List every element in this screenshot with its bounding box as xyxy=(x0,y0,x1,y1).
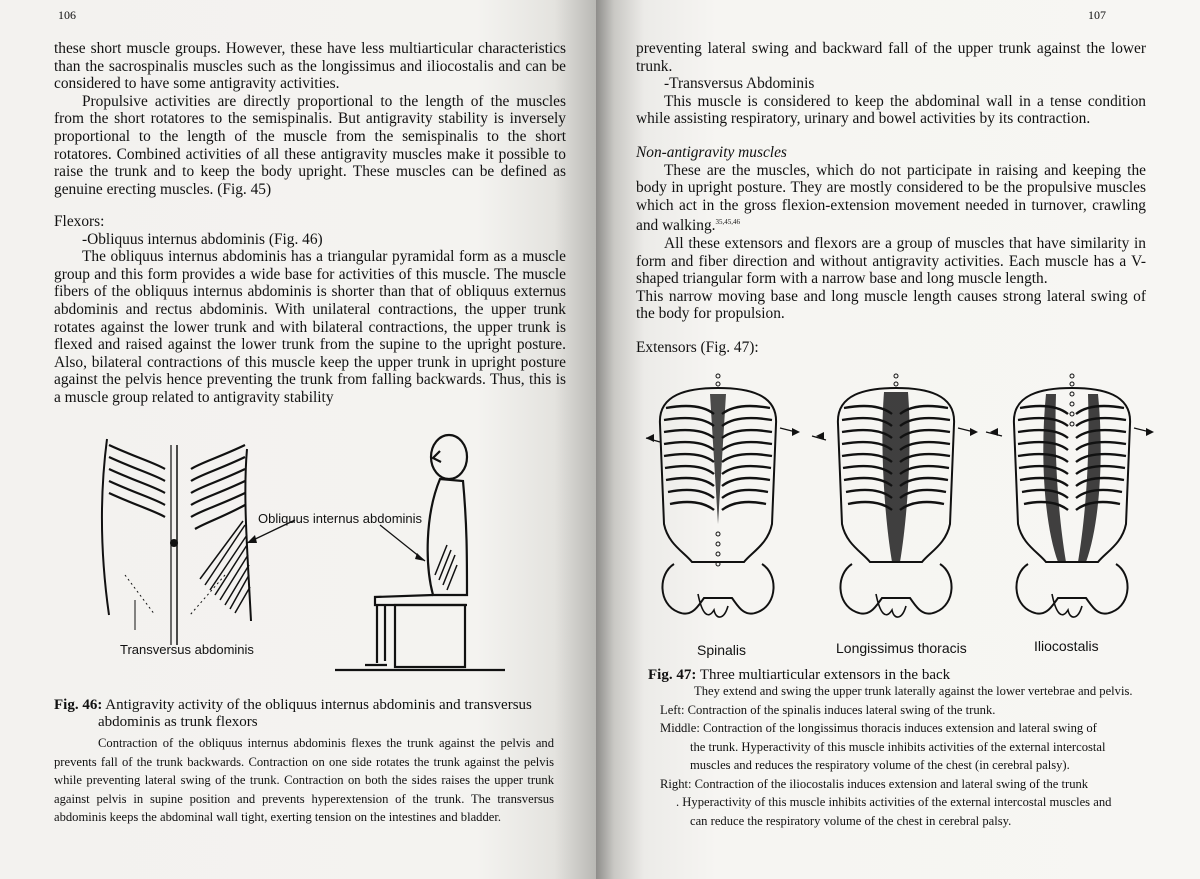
transversus-heading: -Transversus Abdominis xyxy=(664,75,815,93)
figure-46-number: Fig. 46: xyxy=(54,697,103,713)
left-paragraph-1: these short muscle groups. However, these have less multiarticular characteristics than the sacrospinalis muscles such as the longissimus and iliocostalis and can be considered to have some antigravity activities. xyxy=(54,40,566,93)
figure-46-title-2: abdominis as trunk flexors xyxy=(98,714,258,730)
iliocostalis-diagram xyxy=(1014,374,1130,617)
page-number-left: 106 xyxy=(58,8,76,22)
figure-46-illustration xyxy=(95,425,555,675)
obliquus-heading: -Obliquus internus abdominis (Fig. 46) xyxy=(82,230,323,248)
extensors-heading: Extensors (Fig. 47): xyxy=(636,339,759,357)
spinalis-diagram xyxy=(660,374,776,617)
left-paragraph-3: The obliquus internus abdominis has a triangular pyramidal form as a muscle group and this form provides a wide base for activities of this muscle. The muscle fibers of the obliquus internus abdominis is shorter than that of obliquus externus abdominis and rectus abdominis. With unilateral contractions, the upper trunk rotates against the lower trunk and with bilateral contractions, the upper trunk is flexed and raised against the lower trunk from the supine to the upright posture. Also, bilateral contractions of this muscle keep the upper trunk in upright posture against the pelvis hence preventing the trunk from falling backwards. Thus, this is a muscle group related to antigravity stability xyxy=(54,248,566,406)
right-paragraph-5: This narrow moving base and long muscle length causes strong lateral swing of the body for propulsion. xyxy=(636,287,1146,323)
figure-47-illustration xyxy=(640,370,1160,632)
left-paragraph-2: Propulsive activities are directly proportional to the length of the muscles from the short rotatores to the semispinalis. But antigravity stability is inversely proportional to the length of the muscle from the semispinalis to the short rotatores. Combined activities of all these antigravity muscles make it possible to raise the trunk and to keep the body upright. These muscles can be defined as genuine erecting muscles. (Fig. 45) xyxy=(54,92,566,198)
figure-47-title: Three multiarticular extensors in the back xyxy=(699,667,951,683)
left-text-flexors xyxy=(54,213,566,407)
fig47-line-3c: muscles and reduces the respiratory volume of the chest (in cerebral palsy). xyxy=(690,758,1070,772)
citation-superscript: 35,45,46 xyxy=(715,218,741,227)
right-paragraph-3 xyxy=(636,162,1146,236)
right-paragraph-4: All these extensors and flexors are a group of muscles that have similarity in form and fiber direction and without antigravity activities. Each muscle has a V-shaped triangular form with a narrow base and long muscle length. xyxy=(636,235,1146,288)
figure-46-caption-body: Contraction of the obliquus internus abdominis flexes the trunk against the pelvis and prevents fall of the trunk backwards. Contraction on one side rotates the trunk against the pelvis while preventing lateral swing of the trunk. Contraction on both the sides raises the upper trunk against pelvis in supine position and prevents hyperextension of the trunk. The transversus abdominis keeps the abdominal wall tight, exerting tension on the intestines and bladder. xyxy=(54,736,554,824)
non-antigravity-heading: Non-antigravity muscles xyxy=(636,143,787,161)
fig47-line-3a: Middle: Contraction of the longissimus thoracis induces extension and lateral swing of xyxy=(660,721,1097,735)
fig47-line-3b: the trunk. Hyperactivity of this muscle inhibits activities of the external intercostal xyxy=(690,739,1106,754)
torso-left-edge xyxy=(102,439,109,615)
longissimus-diagram xyxy=(838,374,954,617)
label-spinalis: Spinalis xyxy=(697,642,747,658)
fig47-line-4b: . Hyperactivity of this muscle inhibits activities of the external intercostal muscles and xyxy=(676,795,1112,809)
right-paragraph-3-text: These are the muscles, which do not participate in raising and keeping the body in upright posture. They are mostly considered to be the propulsive muscles which act in the gross flexion-extension movement needed in turnover, crawling and walking. xyxy=(636,161,1146,235)
flexors-heading: Flexors: xyxy=(54,213,105,230)
fig47-line-2: Left: Contraction of the spinalis induces lateral swing of the trunk. xyxy=(660,702,996,717)
label-obliquus-internus: Obliquus internus abdominis xyxy=(258,511,423,526)
right-paragraph-2: This muscle is considered to keep the abdominal wall in a tense condition while assisting respiratory, urinary and bowel activities by its contraction. xyxy=(636,92,1146,128)
label-longissimus: Longissimus thoracis xyxy=(836,640,967,656)
right-paragraph-1: preventing lateral swing and backward fall of the upper trunk against the lower trunk. xyxy=(636,40,1146,75)
right-text-top xyxy=(636,40,1146,357)
left-text-top xyxy=(54,40,566,198)
page-number-right: 107 xyxy=(1088,8,1106,22)
label-transversus-abdominis: Transversus abdominis xyxy=(120,642,254,657)
label-iliocostalis: Iliocostalis xyxy=(1034,638,1099,654)
figure-47-caption-body xyxy=(660,682,1160,830)
figure-46-title-1: Antigravity activity of the obliquus internus abdominis and transversus xyxy=(105,697,532,713)
fig47-line-4a: Right: Contraction of the iliocostalis induces extension and lateral swing of the trunk xyxy=(660,776,1089,791)
figure-46-caption-title xyxy=(54,697,574,731)
figure-47-number: Fig. 47: xyxy=(648,667,697,683)
fig47-line-1: They extend and swing the upper trunk laterally against the lower vertebrae and pelvis. xyxy=(694,684,1133,698)
fig47-line-4c: can reduce the respiratory volume of the chest in cerebral palsy. xyxy=(690,813,1012,828)
